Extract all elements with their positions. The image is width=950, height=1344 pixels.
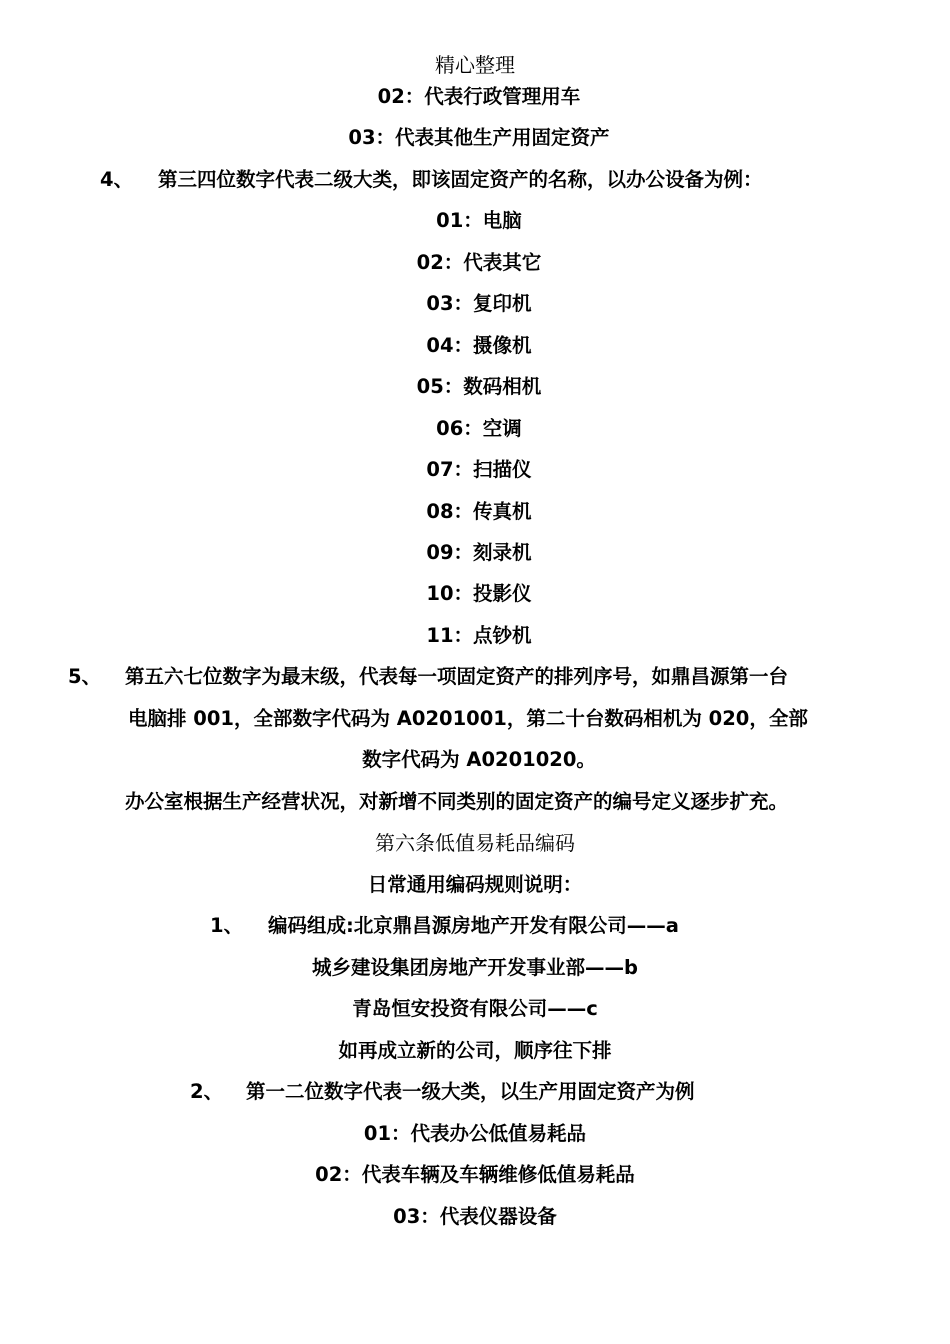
office-item: 10：投影仪: [426, 582, 532, 605]
rule1-number: 1、: [210, 914, 244, 937]
vehicle-item: 03：代表其他生产用固定资产: [348, 126, 610, 149]
vehicle-item: 02：代表行政管理用车: [377, 85, 581, 108]
item5-line3: 数字代码为 A0201020。: [362, 748, 596, 771]
office-item: 04：摄像机: [426, 334, 532, 357]
item5-number: 5、: [68, 665, 102, 688]
rules-title: 日常通用编码规则说明：: [367, 873, 583, 896]
office-item: 05：数码相机: [416, 375, 542, 398]
office-item: 03：复印机: [426, 292, 532, 315]
rule2-sub: 01：代表办公低值易耗品: [363, 1122, 587, 1145]
rule1-sub: 如再成立新的公司，顺序往下排: [338, 1039, 612, 1062]
item5-line2: 电脑排 001，全部数字代码为 A0201001，第二十台数码相机为 020，全部: [128, 707, 808, 730]
rule1-text: 编码组成:北京鼎昌源房地产开发有限公司——a: [268, 914, 679, 937]
page-header: 精心整理: [435, 53, 515, 77]
item4-number: 4、: [100, 168, 134, 191]
article6-title: 第六条低值易耗品编码: [375, 831, 575, 855]
rule2-sub: 02：代表车辆及车辆维修低值易耗品: [315, 1163, 635, 1186]
expansion-note: 办公室根据生产经营状况，对新增不同类别的固定资产的编号定义逐步扩充。: [125, 790, 789, 813]
office-item: 08：传真机: [426, 500, 532, 523]
item5-line1: 第五六七位数字为最末级，代表每一项固定资产的排列序号，如鼎昌源第一台: [125, 665, 789, 688]
item4-text: 第三四位数字代表二级大类，即该固定资产的名称，以办公设备为例：: [158, 168, 763, 191]
office-item: 06：空调: [436, 417, 522, 440]
rule2-text: 第一二位数字代表一级大类，以生产用固定资产为例: [246, 1080, 695, 1103]
office-item: 09：刻录机: [426, 541, 532, 564]
office-item: 11：点钞机: [426, 624, 532, 647]
office-item: 02：代表其它: [416, 251, 542, 274]
rule1-sub: 城乡建设集团房地产开发事业部——b: [312, 956, 638, 979]
office-item: 01：电脑: [436, 209, 522, 232]
office-item: 07：扫描仪: [426, 458, 532, 481]
rule2-sub: 03：代表仪器设备: [393, 1205, 557, 1228]
rule2-number: 2、: [190, 1080, 224, 1103]
rule1-sub: 青岛恒安投资有限公司——c: [352, 997, 598, 1020]
